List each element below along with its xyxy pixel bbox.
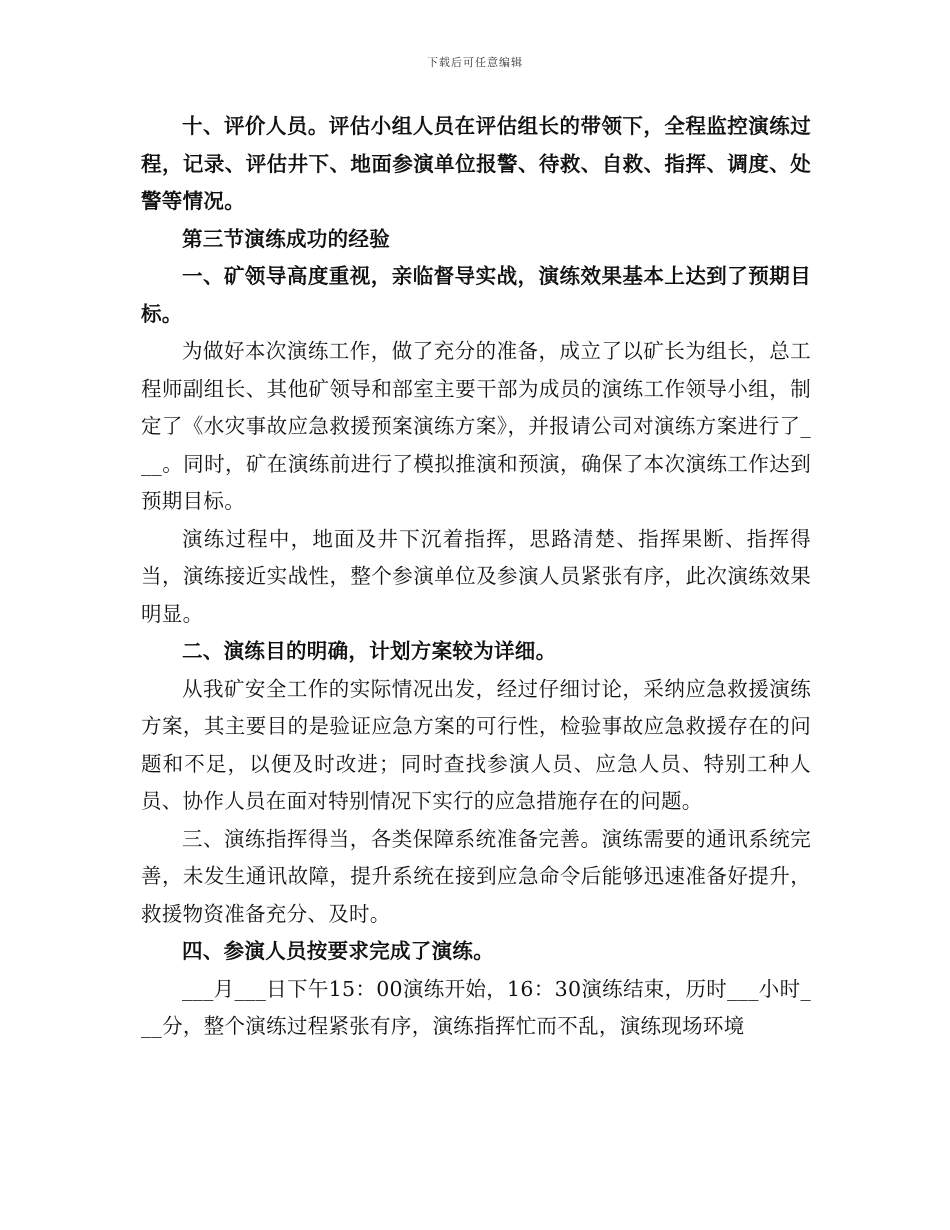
page-header: 下载后可任意编辑: [427, 56, 523, 69]
paragraph-purpose: 从我矿安全工作的实际情况出发，经过仔细讨论，采纳应急救援演练方案，其主要目的是验证应急方案的可行性，检验事故应急救援存在的问题和不足，以便及时改进；同时查找参演人员、应急人员、特别工种人员、协作人员在面对特别情况下实行的应急措施存在的问题。: [141, 676, 811, 813]
heading-point-one: 一、矿领导高度重视，亲临督导实战，演练效果基本上达到了预期目标。: [141, 264, 811, 326]
heading-point-two: 二、演练目的明确，计划方案较为详细。: [182, 639, 557, 663]
paragraph-evaluators: 十、评价人员。评估小组人员在评估组长的带领下，全程监控演练过程，记录、评估井下、地面参演单位报警、待救、自救、指挥、调度、处警等情况。: [141, 114, 811, 213]
heading-point-four: 四、参演人员按要求完成了演练。: [182, 939, 494, 963]
paragraph-preparation: 为做好本次演练工作，做了充分的准备，成立了以矿长为组长，总工程师副组长、其他矿领导和部室主要干部为成员的演练工作领导小组，制定了《水灾事故应急救援预案演练方案》，并报请公司对演练方案进行了___。同时，矿在演练前进行了模拟推演和预演，确保了本次演练工作达到预期目标。: [141, 339, 811, 513]
document-body: [141, 108, 811, 1046]
section-heading-success-experience: 第三节演练成功的经验: [182, 226, 390, 251]
paragraph-drill-timeline: ___月___日下午15：00演练开始，16：30演练结束，历时___小时___分，整个演练过程紧张有序，演练指挥忙而不乱，演练现场环境: [141, 976, 811, 1038]
paragraph-drill-process: 演练过程中，地面及井下沉着指挥，思路清楚、指挥果断、指挥得当，演练接近实战性，整个参演单位及参演人员紧张有序，此次演练效果明显。: [141, 526, 811, 626]
paragraph-point-three: 三、演练指挥得当，各类保障系统准备完善。演练需要的通讯系统完善，未发生通讯故障，提升系统在接到应急命令后能够迅速准备好提升，救援物资准备充分、及时。: [141, 826, 811, 926]
